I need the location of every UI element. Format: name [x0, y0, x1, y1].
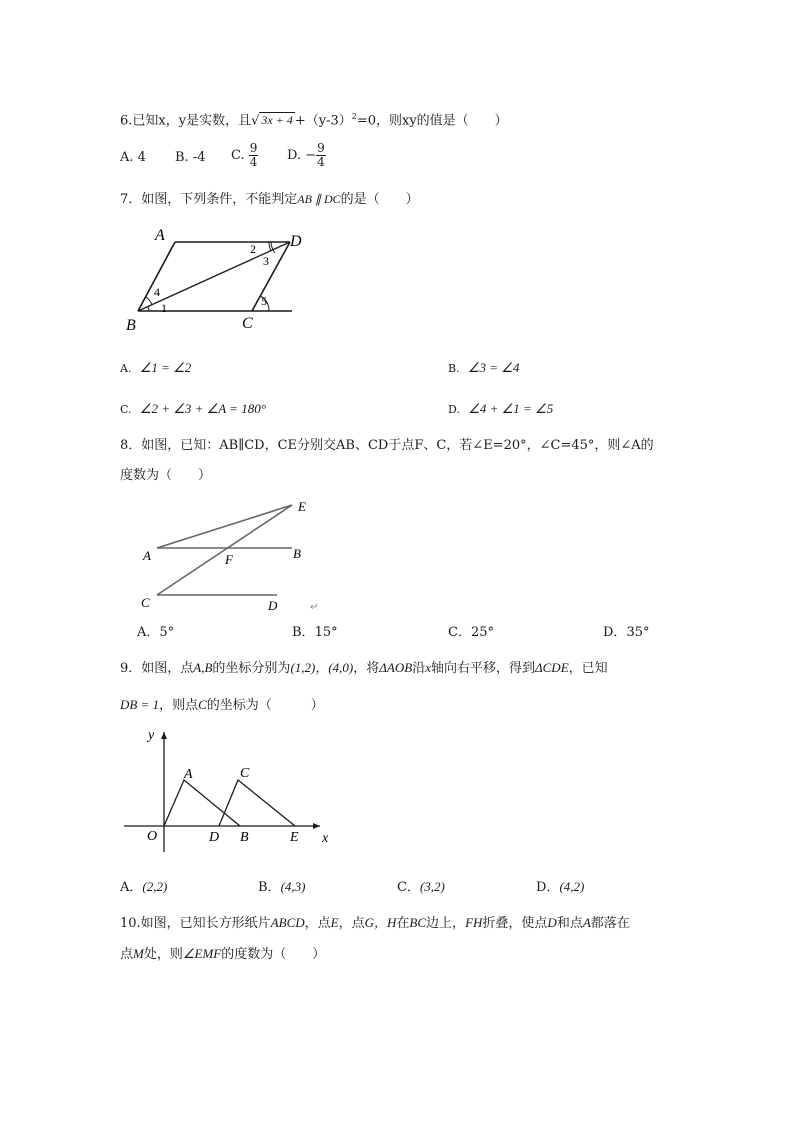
label-d: D	[268, 598, 278, 613]
q8-option-c[interactable]: C．25°	[448, 625, 494, 640]
q6-option-a[interactable]: A. 4	[120, 150, 146, 165]
q8-figure	[135, 495, 325, 615]
q8-option-b[interactable]: B．15°	[292, 625, 338, 640]
label-f: F	[225, 552, 233, 567]
q6-option-c[interactable]: C. $\frac{9}{4}$	[231, 141, 258, 169]
label-c: C	[141, 595, 150, 610]
label-d: D	[209, 830, 220, 845]
label-b: B	[240, 830, 249, 845]
label-c: C	[242, 315, 253, 332]
q9-option-a[interactable]: A．(2,2)	[120, 879, 168, 895]
angle-1-label: 1	[161, 301, 167, 315]
angle-4-label: 4	[154, 285, 160, 299]
label-e: E	[298, 499, 306, 514]
q8-option-a[interactable]: A．5°	[137, 625, 175, 640]
label-c: C	[240, 766, 250, 781]
fraction: $\frac{9}{4}$	[249, 141, 258, 169]
fraction: $\frac{9}{4}$	[317, 141, 325, 169]
angle-5-label: 5	[261, 294, 267, 308]
label-o: O	[147, 829, 158, 844]
label-e: E	[290, 830, 299, 845]
q9-stem-line2: DB = 1，则点C的坐标为（ ）	[120, 697, 324, 713]
q6-option-d[interactable]: D. − $\frac{9}{4}$	[287, 141, 325, 169]
q10-stem-line2: 点M处，则∠EMF的度数为（ ）	[120, 946, 326, 962]
q9-option-c[interactable]: C．(3,2)	[397, 879, 445, 895]
q9-option-b[interactable]: B．(4,3)	[258, 879, 306, 895]
q7-option-a[interactable]: A. ∠1 = ∠2	[120, 360, 192, 375]
q8-stem-line1: 8．如图，已知：AB∥CD，CE分别交AB、CD于点F、C，若∠E=20°，∠C=45°，则∠A的	[120, 438, 654, 453]
q7-option-b[interactable]: B. ∠3 = ∠4	[448, 360, 520, 375]
q7-stem: 7．如图，下列条件，不能判定AB ∥ DC的是（ ）	[120, 192, 419, 207]
label-a: A	[184, 767, 193, 782]
q7-figure	[120, 222, 305, 337]
q8-stem-line2: 度数为（ ）	[120, 468, 212, 483]
q9-option-d[interactable]: D．(4,2)	[536, 879, 585, 895]
return-mark: ↵	[310, 602, 319, 613]
q6-stem: 6.已知x，y是实数，且√ $3x + 4 +(y-3)^2=0$，则xy的值是（ ）	[120, 112, 508, 129]
label-d: D	[290, 233, 302, 250]
q9-stem-line1: 9．如图，点A,B的坐标分别为(1,2)，(4,0)，将ΔAOB沿x轴向右平移，得到ΔCDE，已知	[120, 660, 608, 676]
label-a: A	[143, 548, 151, 563]
q10-stem-line1: 10.如图，已知长方形纸片ABCD，点E，点G，H在BC边上，FH折叠，使点D和点A都落在	[120, 915, 630, 931]
axis-y-label: y	[148, 728, 155, 743]
q6-option-b[interactable]: B. -4	[175, 150, 206, 165]
angle-3-label: 3	[263, 254, 269, 268]
q6-radical: 3x + 4	[261, 113, 293, 128]
label-b: B	[293, 546, 301, 561]
q7-option-c[interactable]: C. ∠2 + ∠3 + ∠A = 180°	[120, 401, 266, 416]
q7-option-d[interactable]: D. ∠4 + ∠1 = ∠5	[448, 401, 554, 416]
label-a: A	[155, 227, 165, 244]
axis-x-label: x	[322, 831, 329, 846]
q8-option-d[interactable]: D．35°	[603, 625, 650, 640]
label-b: B	[126, 317, 136, 334]
q9-figure	[120, 726, 335, 856]
angle-2-label: 2	[250, 242, 256, 256]
